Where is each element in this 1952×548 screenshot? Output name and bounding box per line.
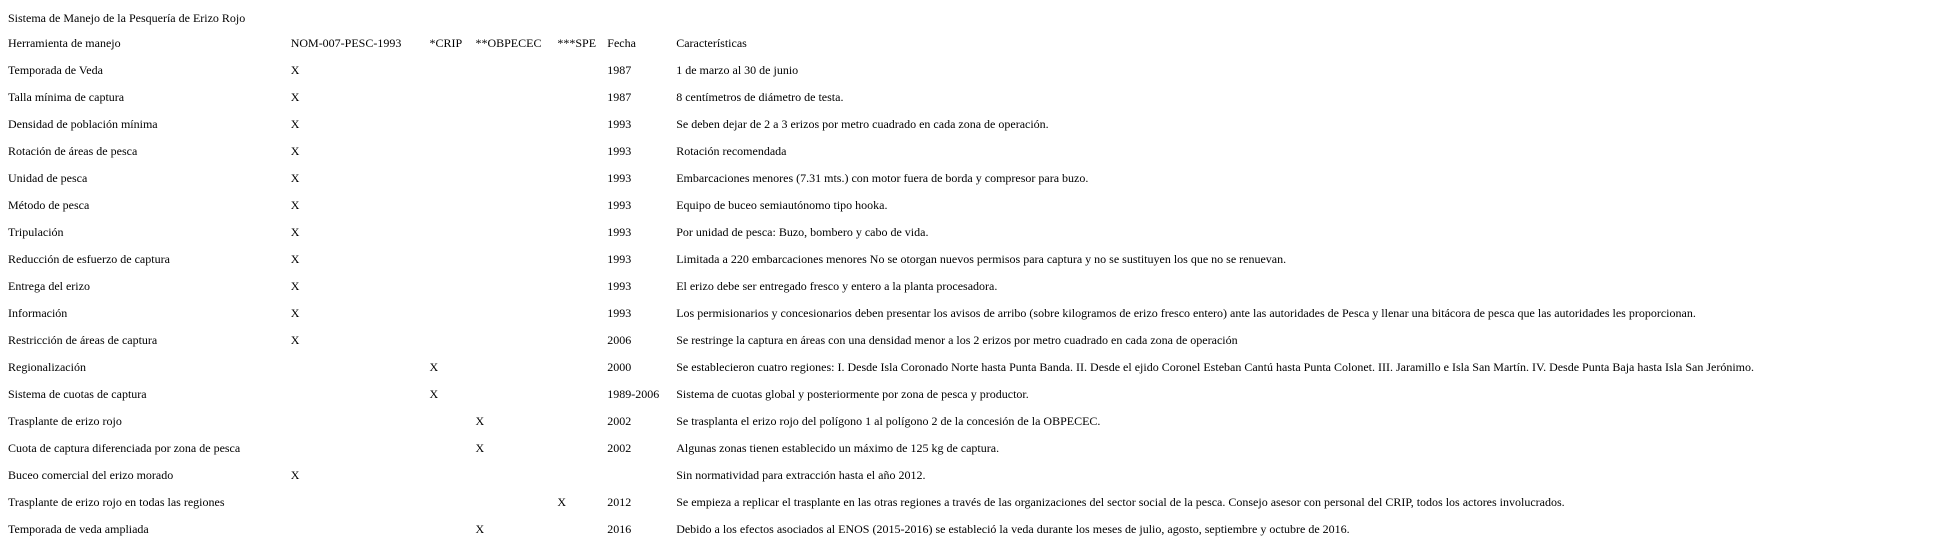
cell-crip-mark: [427, 304, 473, 331]
cell-nom-mark: X: [290, 306, 300, 320]
cell-obpecec-mark: X: [475, 441, 485, 455]
cell-obpecec-mark: [472, 358, 554, 385]
cell-characteristics: Por unidad de pesca: Buzo, bombero y cabo de vida.: [676, 225, 929, 239]
cell-spe-mark: [554, 61, 604, 88]
cell-obpecec-mark: [472, 385, 554, 412]
header-date: Fecha: [607, 36, 636, 50]
table-row: [5, 466, 1952, 493]
cell-crip-mark: [427, 169, 473, 196]
table-row: [5, 169, 1952, 196]
cell-obpecec-mark: [472, 250, 554, 277]
cell-crip-mark: [427, 142, 473, 169]
table-row: [5, 412, 1952, 439]
cell-crip-mark: [427, 466, 473, 493]
cell-crip-mark: [427, 520, 473, 547]
cell-spe-mark: [554, 223, 604, 250]
table-row: [5, 385, 1952, 412]
cell-characteristics: Se establecieron cuatro regiones: I. Desde Isla Coronado Norte hasta Punta Banda. II. Desde el ejido Coronel Esteban Cantú hasta Punta Colonet. III. Jaramillo e Isla San Martín. IV. Desde Punta Baja hasta Isla San Jerónimo.: [676, 360, 1755, 374]
cell-spe-mark: [554, 88, 604, 115]
cell-tool: Trasplante de erizo rojo: [8, 414, 122, 428]
cell-tool: Entrega del erizo: [8, 279, 90, 293]
cell-tool: Cuota de captura diferenciada por zona de pesca: [8, 441, 241, 455]
table-row: [5, 277, 1952, 304]
cell-date: 1993: [607, 171, 632, 185]
cell-tool: Temporada de veda ampliada: [8, 522, 149, 536]
header-tool: Herramienta de manejo: [8, 36, 121, 50]
cell-nom-mark: X: [290, 144, 300, 158]
management-table: [5, 34, 1952, 547]
cell-tool: Información: [8, 306, 68, 320]
cell-spe-mark: X: [557, 495, 567, 509]
cell-nom-mark: X: [290, 198, 300, 212]
table-row: [5, 493, 1952, 520]
header-obpecec: **OBPECEC: [475, 36, 542, 50]
cell-tool: Regionalización: [8, 360, 86, 374]
cell-spe-mark: [554, 277, 604, 304]
cell-spe-mark: [554, 412, 604, 439]
table-row: [5, 142, 1952, 169]
cell-date: 1993: [607, 306, 632, 320]
cell-nom-mark: [288, 520, 427, 547]
cell-obpecec-mark: X: [475, 414, 485, 428]
cell-characteristics: Algunas zonas tienen establecido un máximo de 125 kg de captura.: [676, 441, 1000, 455]
cell-crip-mark: [427, 88, 473, 115]
table-row: [5, 358, 1952, 385]
cell-date: 2006: [607, 333, 632, 347]
cell-nom-mark: [288, 439, 427, 466]
cell-nom-mark: [288, 385, 427, 412]
cell-nom-mark: X: [290, 225, 300, 239]
cell-obpecec-mark: [472, 61, 554, 88]
cell-tool: Trasplante de erizo rojo en todas las regiones: [8, 495, 225, 509]
cell-spe-mark: [554, 439, 604, 466]
header-nom: NOM-007-PESC-1993: [290, 36, 402, 50]
cell-crip-mark: X: [429, 387, 439, 401]
cell-obpecec-mark: [472, 196, 554, 223]
cell-tool: Talla mínima de captura: [8, 90, 125, 104]
table-row: [5, 304, 1952, 331]
cell-tool: Buceo comercial del erizo morado: [8, 468, 174, 482]
header-characteristics: Características: [676, 36, 747, 50]
cell-spe-mark: [554, 331, 604, 358]
cell-obpecec-mark: [472, 142, 554, 169]
cell-crip-mark: [427, 493, 473, 520]
cell-spe-mark: [554, 115, 604, 142]
cell-date: 2016: [607, 522, 632, 536]
cell-obpecec-mark: [472, 331, 554, 358]
cell-nom-mark: X: [290, 90, 300, 104]
cell-crip-mark: [427, 61, 473, 88]
cell-tool: Sistema de cuotas de captura: [8, 387, 147, 401]
cell-tool: Método de pesca: [8, 198, 90, 212]
cell-crip-mark: [427, 223, 473, 250]
cell-characteristics: Los permisionarios y concesionarios deben presentar los avisos de arribo (sobre kilogramos de erizo fresco entero) ante las autoridades de Pesca y llenar una bitácora de pesca que las autoridades les proporcionan.: [676, 306, 1696, 320]
cell-obpecec-mark: [472, 493, 554, 520]
cell-characteristics: Equipo de buceo semiautónomo tipo hooka.: [676, 198, 888, 212]
table-row: [5, 88, 1952, 115]
cell-tool: Reducción de esfuerzo de captura: [8, 252, 170, 266]
cell-tool: Densidad de población mínima: [8, 117, 158, 131]
cell-date: 2012: [607, 495, 632, 509]
cell-nom-mark: X: [290, 333, 300, 347]
table-row: [5, 250, 1952, 277]
header-crip: *CRIP: [429, 36, 463, 50]
cell-nom-mark: X: [290, 171, 300, 185]
table-row: [5, 61, 1952, 88]
cell-spe-mark: [554, 304, 604, 331]
cell-date: 2000: [607, 360, 632, 374]
cell-characteristics: El erizo debe ser entregado fresco y entero a la planta procesadora.: [676, 279, 998, 293]
cell-nom-mark: X: [290, 468, 300, 482]
cell-obpecec-mark: [472, 169, 554, 196]
cell-obpecec-mark: [472, 223, 554, 250]
cell-characteristics: 8 centímetros de diámetro de testa.: [676, 90, 844, 104]
cell-date: 1993: [607, 252, 632, 266]
cell-crip-mark: [427, 412, 473, 439]
cell-nom-mark: X: [290, 117, 300, 131]
cell-spe-mark: [554, 169, 604, 196]
cell-characteristics: Se deben dejar de 2 a 3 erizos por metro cuadrado en cada zona de operación.: [676, 117, 1049, 131]
cell-spe-mark: [554, 142, 604, 169]
table-header-row: [5, 34, 1952, 61]
cell-date: 2002: [607, 414, 632, 428]
table-row: [5, 196, 1952, 223]
cell-date: 1987: [607, 90, 632, 104]
cell-characteristics: Se trasplanta el erizo rojo del polígono 1 al polígono 2 de la concesión de la OBPECEC.: [676, 414, 1101, 428]
table-body: [5, 61, 1952, 547]
cell-nom-mark: [288, 412, 427, 439]
table-row: [5, 223, 1952, 250]
cell-nom-mark: [288, 358, 427, 385]
cell-tool: Tripulación: [8, 225, 64, 239]
cell-date: 1993: [607, 144, 632, 158]
table-row: [5, 520, 1952, 547]
cell-obpecec-mark: [472, 88, 554, 115]
cell-spe-mark: [554, 358, 604, 385]
table-row: [5, 439, 1952, 466]
cell-nom-mark: X: [290, 63, 300, 77]
cell-crip-mark: [427, 277, 473, 304]
cell-tool: Restricción de áreas de captura: [8, 333, 158, 347]
cell-spe-mark: [554, 250, 604, 277]
cell-date: 1993: [607, 117, 632, 131]
cell-crip-mark: [427, 331, 473, 358]
header-spe: ***SPE: [557, 36, 597, 50]
cell-characteristics: Se restringe la captura en áreas con una densidad menor a los 2 erizos por metro cuadrado en cada zona de operación: [676, 333, 1238, 347]
cell-characteristics: Embarcaciones menores (7.31 mts.) con motor fuera de borda y compresor para buzo.: [676, 171, 1089, 185]
cell-nom-mark: [288, 493, 427, 520]
cell-date: 1993: [607, 225, 632, 239]
cell-obpecec-mark: [472, 277, 554, 304]
cell-crip-mark: X: [429, 360, 439, 374]
cell-nom-mark: X: [290, 252, 300, 266]
cell-tool: Unidad de pesca: [8, 171, 88, 185]
cell-spe-mark: [554, 466, 604, 493]
cell-characteristics: Sistema de cuotas global y posteriormente por zona de pesca y productor.: [676, 387, 1029, 401]
cell-date: 1989-2006: [607, 387, 660, 401]
cell-characteristics: 1 de marzo al 30 de junio: [676, 63, 799, 77]
cell-nom-mark: X: [290, 279, 300, 293]
document-title: Sistema de Manejo de la Pesquería de Erizo Rojo: [8, 11, 246, 25]
cell-obpecec-mark: [472, 115, 554, 142]
cell-crip-mark: [427, 439, 473, 466]
cell-characteristics: Se empieza a replicar el trasplante en las otras regiones a través de las organizaciones del sector social de la pesca. Consejo asesor con personal del CRIP, todos los actores involucrados.: [676, 495, 1565, 509]
cell-characteristics: Sin normatividad para extracción hasta el año 2012.: [676, 468, 926, 482]
cell-spe-mark: [554, 385, 604, 412]
table-row: [5, 115, 1952, 142]
cell-crip-mark: [427, 115, 473, 142]
cell-obpecec-mark: X: [475, 522, 485, 536]
cell-spe-mark: [554, 196, 604, 223]
cell-crip-mark: [427, 250, 473, 277]
cell-date: 1987: [607, 63, 632, 77]
cell-tool: Rotación de áreas de pesca: [8, 144, 138, 158]
table-row: [5, 331, 1952, 358]
cell-date: [604, 466, 673, 493]
cell-obpecec-mark: [472, 304, 554, 331]
cell-date: 1993: [607, 279, 632, 293]
cell-spe-mark: [554, 520, 604, 547]
cell-date: 1993: [607, 198, 632, 212]
cell-tool: Temporada de Veda: [8, 63, 103, 77]
cell-characteristics: Debido a los efectos asociados al ENOS (2015-2016) se estableció la veda durante los meses de julio, agosto, septiembre y octubre de 2016.: [676, 522, 1350, 536]
cell-crip-mark: [427, 196, 473, 223]
cell-characteristics: Limitada a 220 embarcaciones menores No se otorgan nuevos permisos para captura y no se sustituyen los que no se renuevan.: [676, 252, 1287, 266]
cell-characteristics: Rotación recomendada: [676, 144, 787, 158]
cell-date: 2002: [607, 441, 632, 455]
cell-obpecec-mark: [472, 466, 554, 493]
